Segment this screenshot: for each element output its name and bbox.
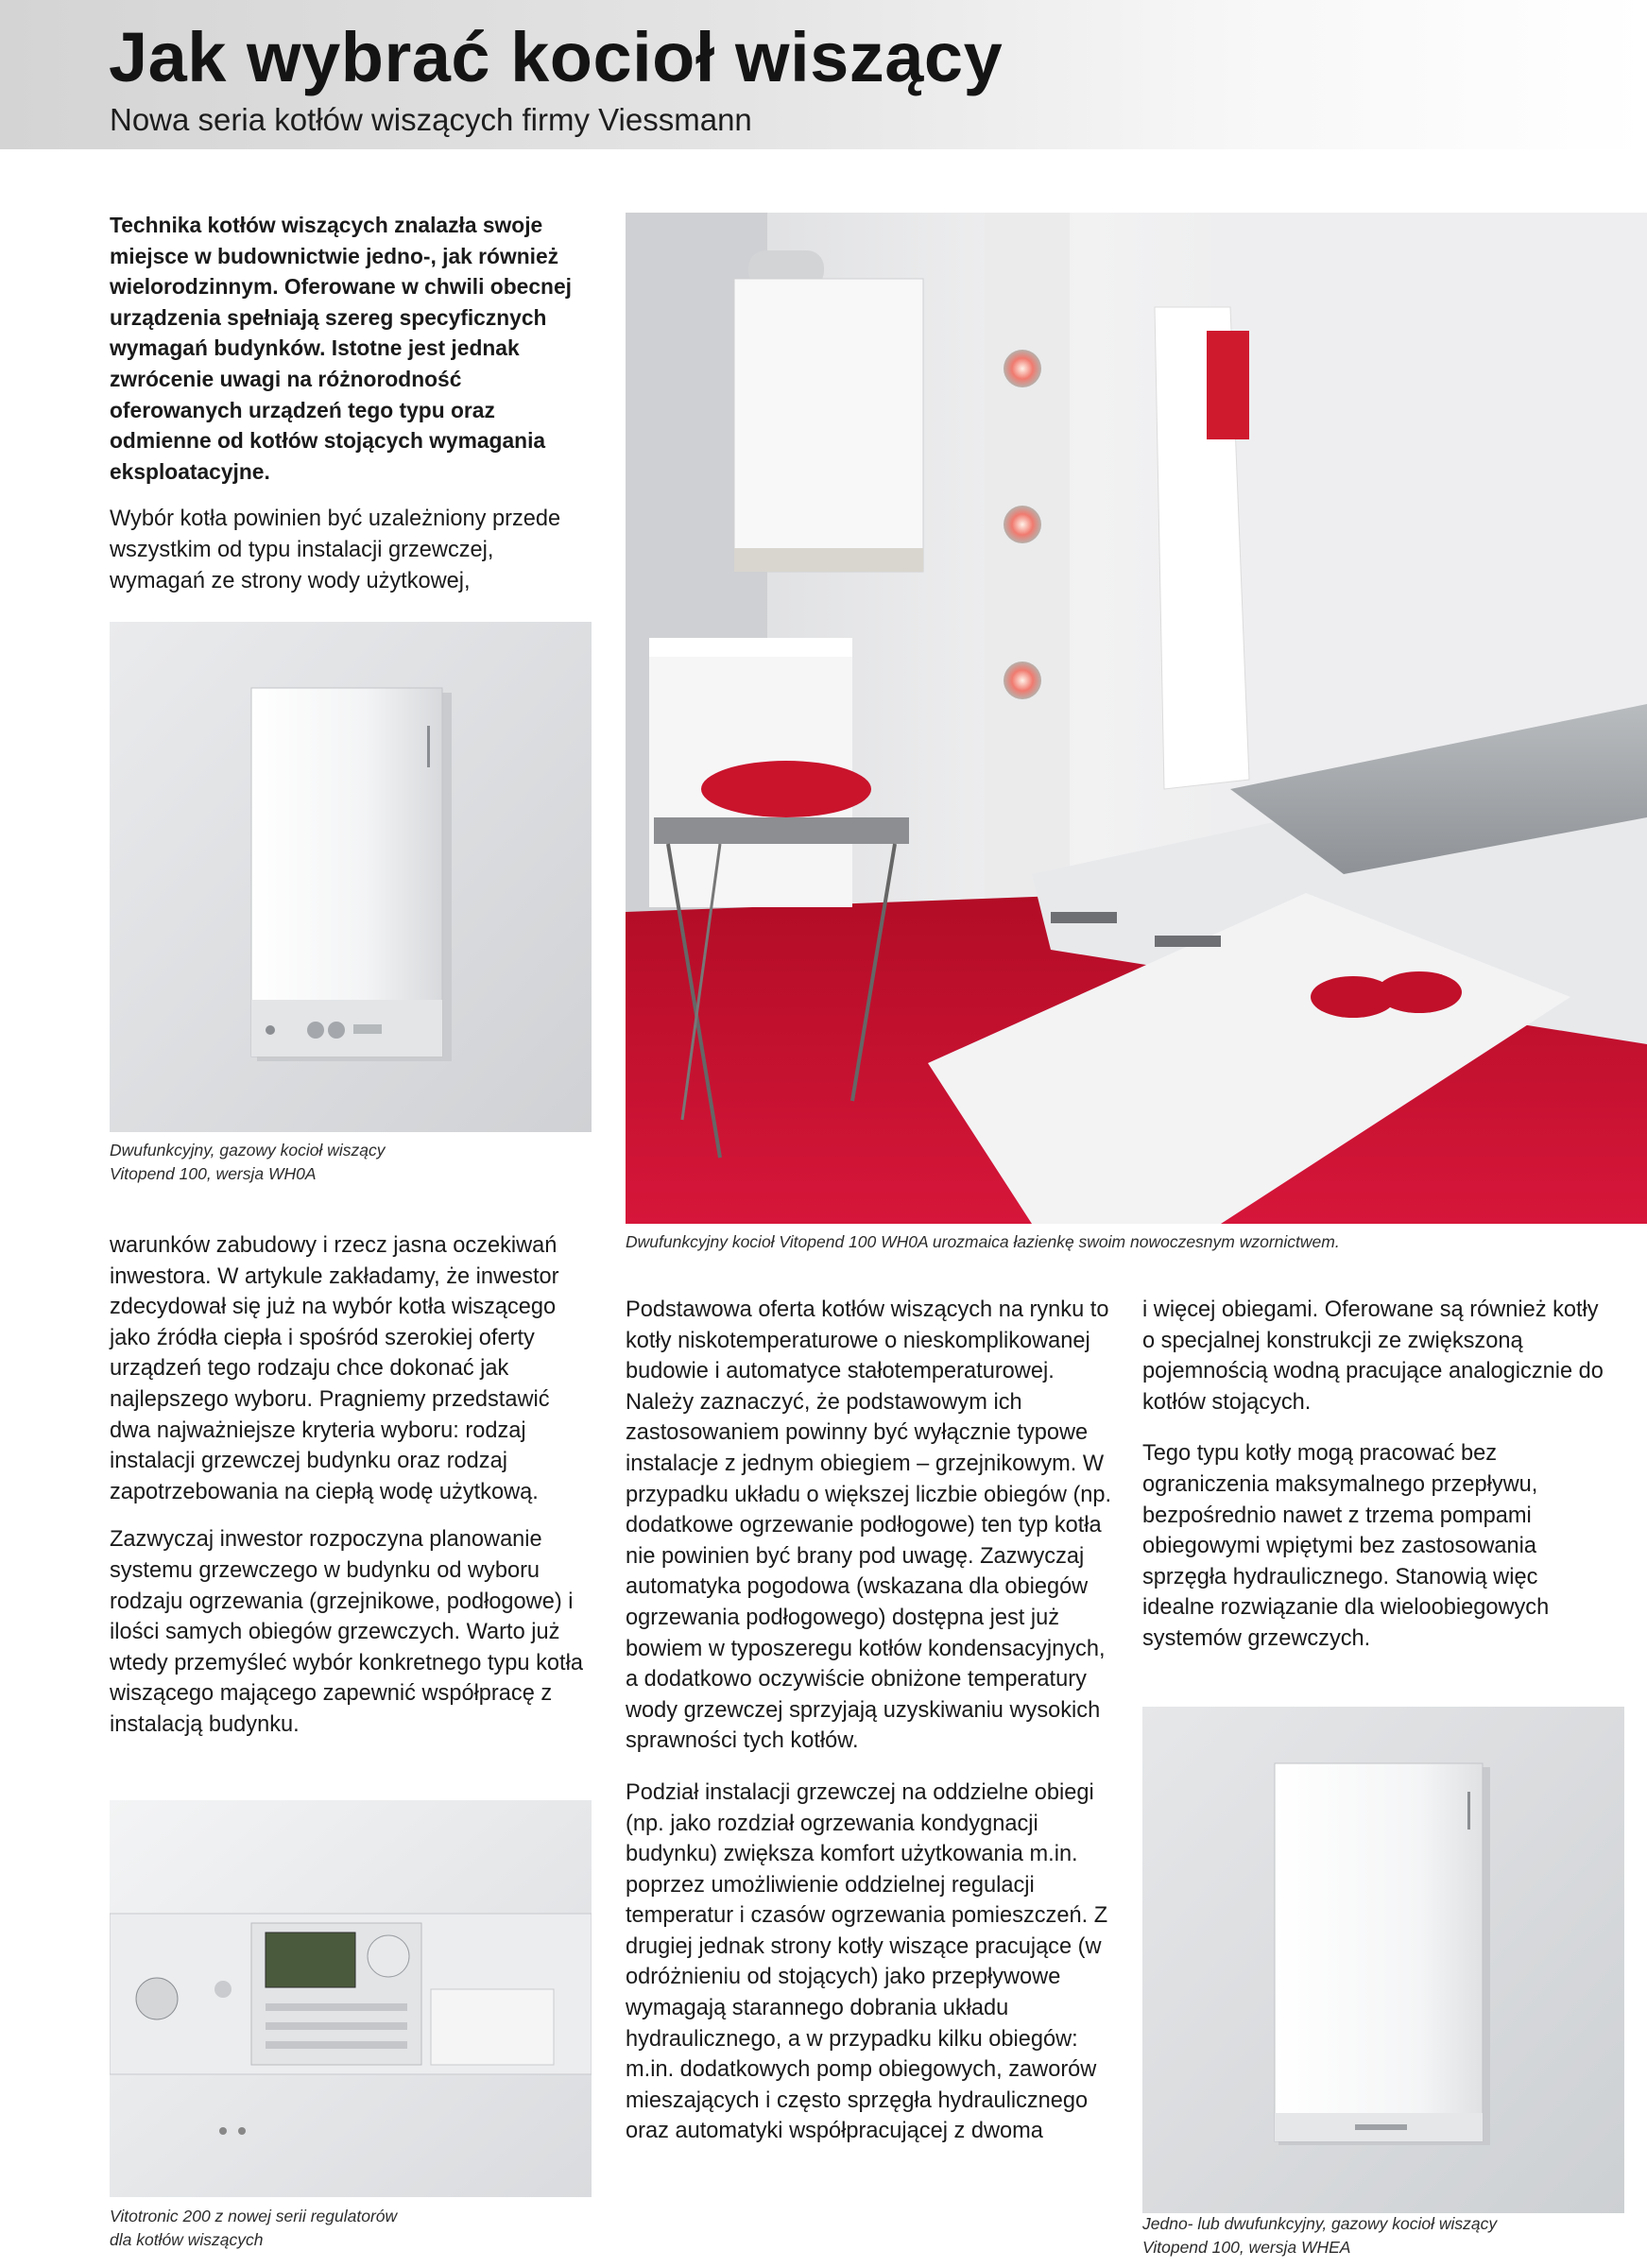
intro-block	[110, 210, 582, 596]
caption-boiler-whea: Jedno- lub dwufunkcyjny, gazowy kocioł wiszący Vitopend 100, wersja WHEA	[1142, 2214, 1498, 2257]
photo-vitotronic	[110, 1800, 592, 2197]
caption-boiler-wh0a: Dwufunkcyjny, gazowy kocioł wiszący Vitopend 100, wersja WH0A	[110, 1141, 386, 1183]
photo-boiler-whea	[1142, 1707, 1624, 2213]
column-middle-paragraph-2: Należy zaznaczyć, że podstawowym ich zastosowaniem powinny być wyłącznie typowe instalacje z jednym obiegiem – grzejnikowym. W przypadku układu o większej liczbie obiegów (np. dodatkowe ogrzewanie podłogowe) ten typ kotła nie powinien być brany pod uwagę. Zazwyczaj automatyka pogodowa (wskazana dla obiegów ogrzewania podłogowego) dostępna jest już bowiem w typoszeregu kotłów kondensacyjnych, a dodatkowo oczywiście obniżone temperatury wody grzewczej sprzyjają uzyskiwaniu wysokich sprawności tych kotłów.	[626, 1389, 1112, 1754]
column-right-paragraph-2: Tego typu kotły mogą pracować bez ograniczenia maksymalnego przepływu, bezpośrednio nawet z trzema pompami obiegowymi wpiętymi bez zastosowania sprzęgła hydraulicznego. Stanowią więc idealne rozwiązanie dla wieloobiegowych systemów grzewczych.	[1142, 1441, 1550, 1651]
caption-bathroom: Dwufunkcyjny kocioł Vitopend 100 WH0A urozmaica łazienkę swoim nowoczesnym wzornictwem.	[626, 1232, 1340, 1251]
column-left	[110, 1230, 592, 1741]
caption-vitotronic: Vitotronic 200 z nowej serii regulatorów dla kotłów wiszących	[110, 2207, 398, 2249]
column-left-paragraph-2: Zazwyczaj inwestor rozpoczyna planowanie systemu grzewczego w budynku od wyboru rodzaju ogrzewania (grzejnikowe, podłogowe) i ilości samych obiegów grzewczych. Warto już wtedy przemyśleć wybór konkretnego typu kotła wiszącego mającego zapewnić współpracę z instalacją budynku.	[110, 1527, 583, 1737]
column-left-paragraph-1: warunków zabudowy i rzecz jasna oczekiwań inwestora. W artykule zakładamy, że inwestor zdecydował się już na wybór kotła wiszącego jako źródła ciepła i spośród szerokiej oferty urządzeń tego rodzaju chce dokonać jak najlepszego wyboru. Pragniemy przedstawić dwa najważniejsze kryteria wyboru: rodzaj instalacji grzewczej budynku oraz rodzaj zapotrzebowania na ciepłą wodę użytkową.	[110, 1233, 559, 1504]
column-middle-paragraph-3: Podział instalacji grzewczej na oddzielne obiegi (np. jako rozdział ogrzewania kondygnacji budynku) zwiększa komfort użytkowania m.in. poprzez umożliwienie oddzielnej regulacji temperatur i czasów ogrzewania pomieszczeń. Z drugiej jednak strony kotły wiszące pracujące (w odróżnieniu od stojących) jako przepływowe wymagają starannego dobrania układu hydraulicznego, a w przypadku kilku obiegów: m.in. dodatkowych pomp obiegowych, zaworów mieszających i często sprzęgła hydraulicznego oraz automatyki współpracującej z dwoma	[626, 1779, 1108, 2144]
photo-boiler-wh0a	[110, 622, 592, 1132]
column-middle-paragraph-1: Podstawowa oferta kotłów wiszących na rynku to kotły niskotemperaturowe o nieskomplikowanej budowie i automatyce stałotemperaturowej.	[626, 1297, 1109, 1384]
column-right-paragraph-1: i więcej obiegami. Oferowane są również kotły o specjalnej konstrukcji ze zwiększoną pojemnością wodną pracujące analogicznie do kotłów stojących.	[1142, 1297, 1604, 1415]
column-right	[1142, 1295, 1615, 1655]
intro-paragraph: Wybór kotła powinien być uzależniony przede wszystkim od typu instalacji grzewczej, wymagań ze strony wody użytkowej,	[110, 507, 561, 593]
page-subtitle: Nowa seria kotłów wiszących firmy Viessmann	[110, 102, 752, 137]
photo-bathroom	[626, 213, 1647, 1224]
column-middle	[626, 1295, 1117, 2147]
intro-lead: Technika kotłów wiszących znalazła swoje miejsce w budownictwie jedno-, jak również wielorodzinnym. Oferowane w chwili obecnej urządzenia spełniają szereg specyficznych wymagań budynków. Istotne jest jednak zwrócenie uwagi na różnorodność oferowanych urządzeń tego typu oraz odmienne od kotłów stojących wymagania eksploatacyjne.	[110, 213, 572, 484]
page-title: Jak wybrać kocioł wiszący	[109, 18, 1004, 96]
